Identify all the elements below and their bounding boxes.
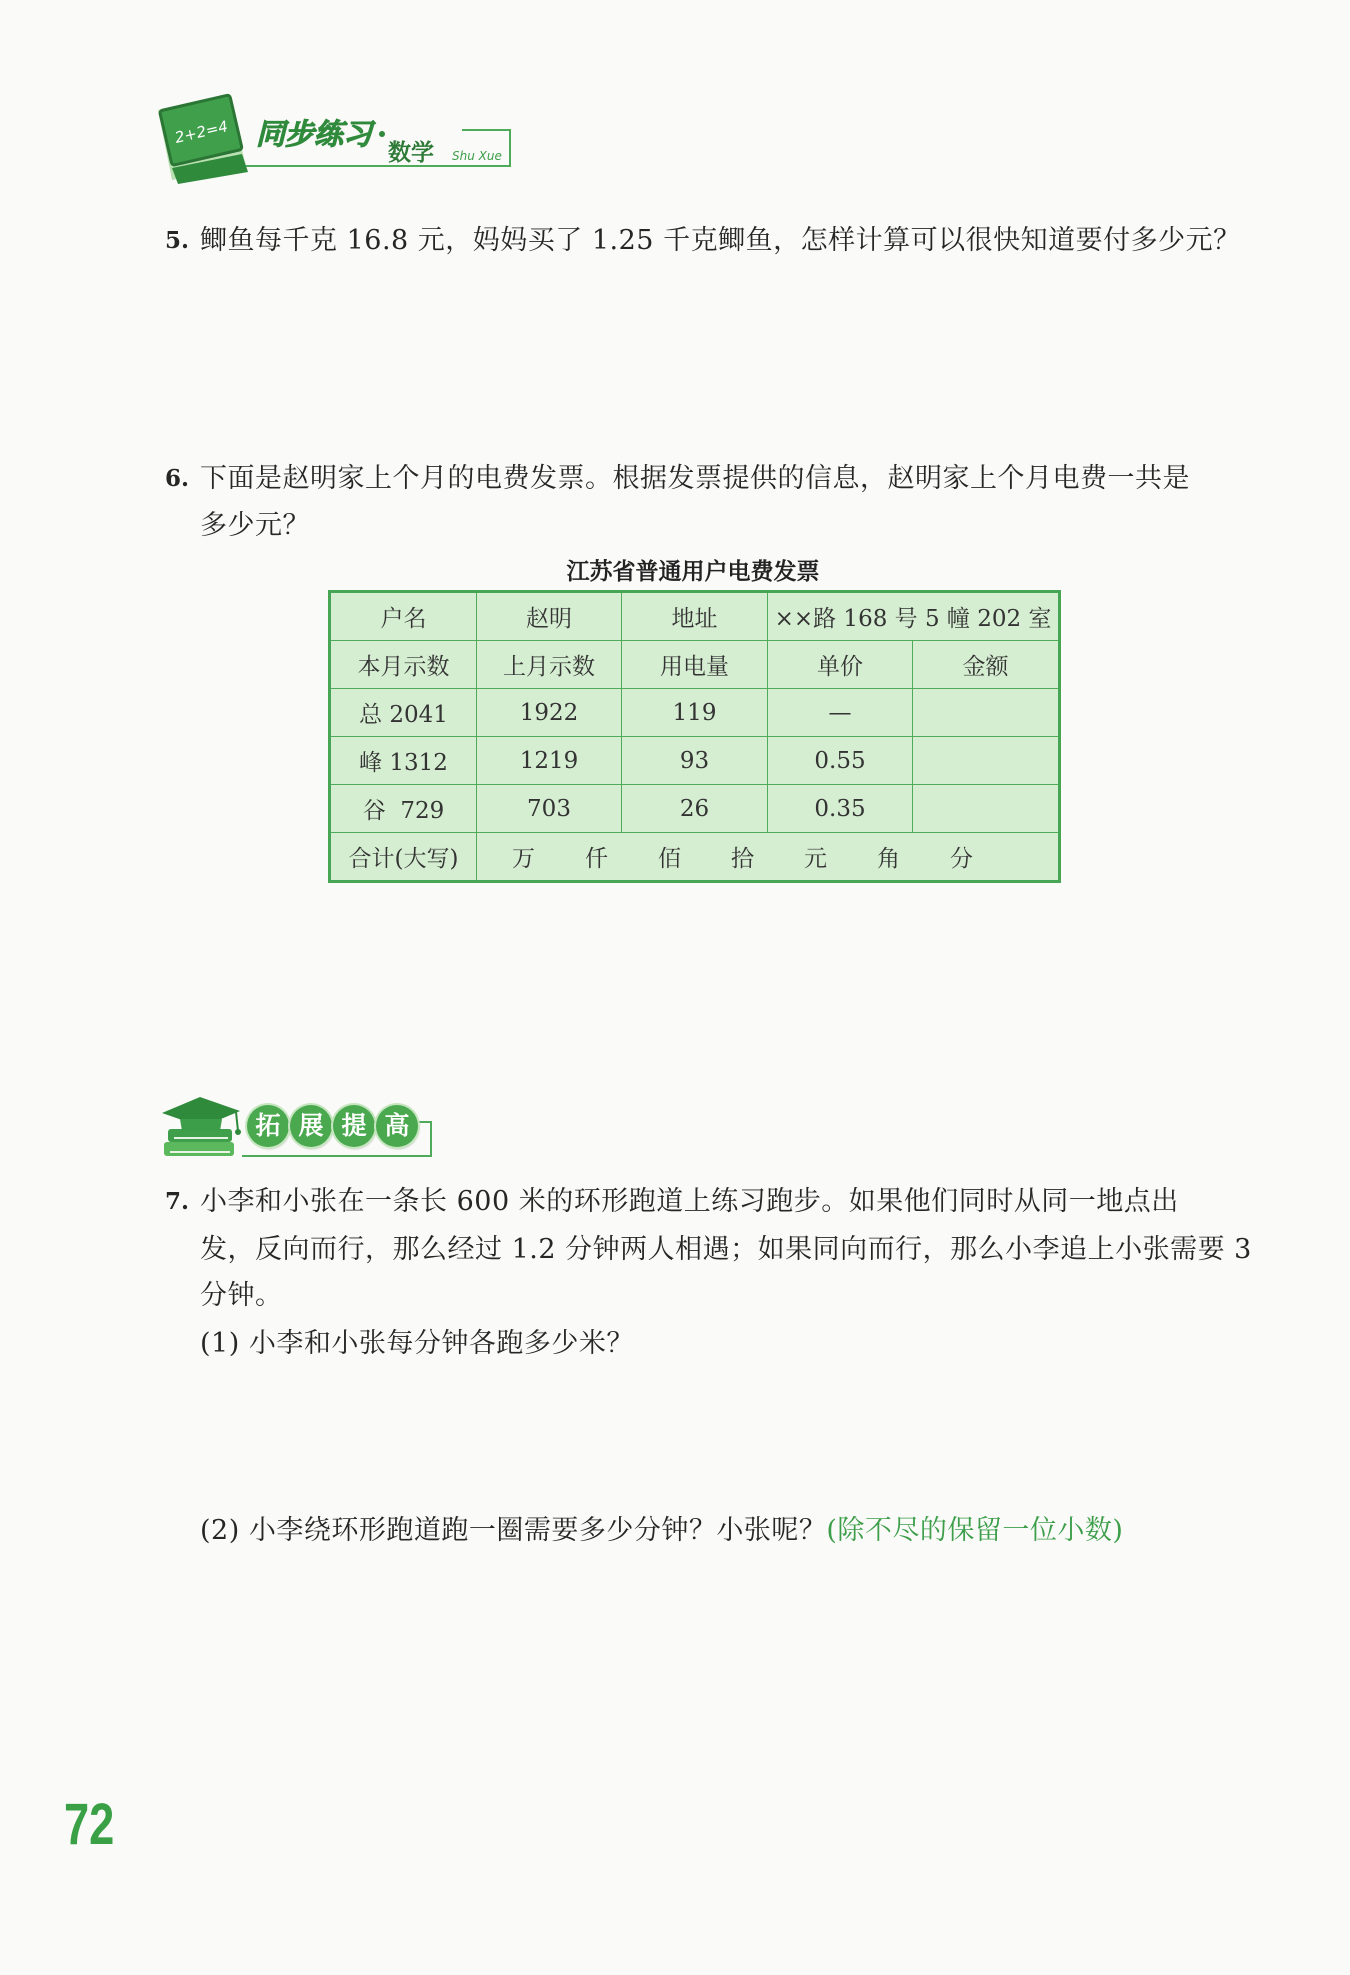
currency-units xyxy=(477,840,1058,873)
amount-cell-empty xyxy=(913,689,1060,737)
q7-text-line-1: 小李和小张在一条长 600 米的环形跑道上练习跑步。如果他们同时从同一地点出 xyxy=(200,1186,1179,1217)
total-units-cell xyxy=(477,833,1060,882)
unit-shi: 拾 xyxy=(731,846,754,872)
header-cell: 上月示数 xyxy=(477,641,622,689)
series-title: 同步练习 xyxy=(256,117,373,151)
table-row xyxy=(330,592,1060,641)
unit-fen: 分 xyxy=(950,846,973,872)
table-cell: 26 xyxy=(622,785,768,833)
table-row xyxy=(330,689,1060,737)
amount-cell-empty xyxy=(913,785,1060,833)
header-cell: 单价 xyxy=(768,641,913,689)
q6-text-line-2: 多少元？ xyxy=(200,510,310,541)
name-cell: 赵明 xyxy=(477,592,622,641)
section-title-char-3: 提 xyxy=(333,1105,375,1147)
total-label-cell: 合计(大写) xyxy=(330,833,477,882)
q7-part-2-text: (2) 小李绕环形跑道跑一圈需要多少分钟？小张呢？ xyxy=(200,1515,827,1546)
board-text: 2+2=4 xyxy=(173,117,230,147)
q7-part-1: (1) 小李和小张每分钟各跑多少米？ xyxy=(200,1328,634,1359)
address-label-cell: 地址 xyxy=(622,592,768,641)
subject-pinyin: Shu Xue xyxy=(452,149,502,163)
table-cell: 总 2041 xyxy=(330,689,477,737)
separator-dot xyxy=(379,131,385,137)
table-cell: 0.55 xyxy=(768,737,913,785)
q7-part-2 xyxy=(200,1511,1123,1551)
unit-yuan: 元 xyxy=(804,846,827,872)
graduation-cap-books-icon xyxy=(162,1097,241,1156)
q7-text-line-2: 发，反向而行，那么经过 1.2 分钟两人相遇；如果同向而行，那么小李追上小张需要 3 xyxy=(200,1234,1252,1265)
page-number: 72 xyxy=(64,1792,115,1857)
q5-text: 鲫鱼每千克 16.8 元，妈妈买了 1.25 千克鲫鱼，怎样计算可以很快知道要付多少元？ xyxy=(200,225,1241,256)
table-cell: 0.35 xyxy=(768,785,913,833)
table-cell: 谷 729 xyxy=(330,785,477,833)
header-cell: 用电量 xyxy=(622,641,768,689)
table-header-row xyxy=(330,641,1060,689)
total-row xyxy=(330,833,1060,882)
invoice-title: 江苏省普通用户电费发票 xyxy=(566,559,820,585)
header-cell: 本月示数 xyxy=(330,641,477,689)
table-cell: 峰 1312 xyxy=(330,737,477,785)
header-logo xyxy=(150,80,530,190)
q6-text-line-1: 下面是赵明家上个月的电费发票。根据发票提供的信息，赵明家上个月电费一共是 xyxy=(200,463,1190,494)
name-label-cell: 户名 xyxy=(330,592,477,641)
table-row xyxy=(330,737,1060,785)
table-cell: 703 xyxy=(477,785,622,833)
section-title-char-1: 拓 xyxy=(247,1105,289,1147)
unit-qian: 仟 xyxy=(585,846,608,872)
header-cell: 金额 xyxy=(913,641,1060,689)
section-title-char-4: 高 xyxy=(376,1105,418,1147)
amount-cell-empty xyxy=(913,737,1060,785)
table-cell: 1219 xyxy=(477,737,622,785)
unit-bai: 佰 xyxy=(658,846,681,872)
section-title-char-2: 展 xyxy=(290,1105,332,1147)
q5-number: 5. xyxy=(165,227,190,254)
address-cell: ××路 168 号 5 幢 202 室 xyxy=(768,592,1060,641)
q7-number: 7. xyxy=(165,1188,190,1215)
table-row xyxy=(330,785,1060,833)
subject-title: 数学 xyxy=(388,140,434,166)
table-cell: — xyxy=(768,689,913,737)
unit-jiao: 角 xyxy=(877,846,900,872)
table-cell: 119 xyxy=(622,689,768,737)
table-cell: 93 xyxy=(622,737,768,785)
electricity-invoice-table xyxy=(328,590,1061,883)
q6-number: 6. xyxy=(165,465,190,492)
q7-part-2-hint: (除不尽的保留一位小数) xyxy=(826,1515,1124,1546)
q7-text-line-3: 分钟。 xyxy=(200,1280,283,1311)
table-cell: 1922 xyxy=(477,689,622,737)
unit-wan: 万 xyxy=(512,846,535,872)
